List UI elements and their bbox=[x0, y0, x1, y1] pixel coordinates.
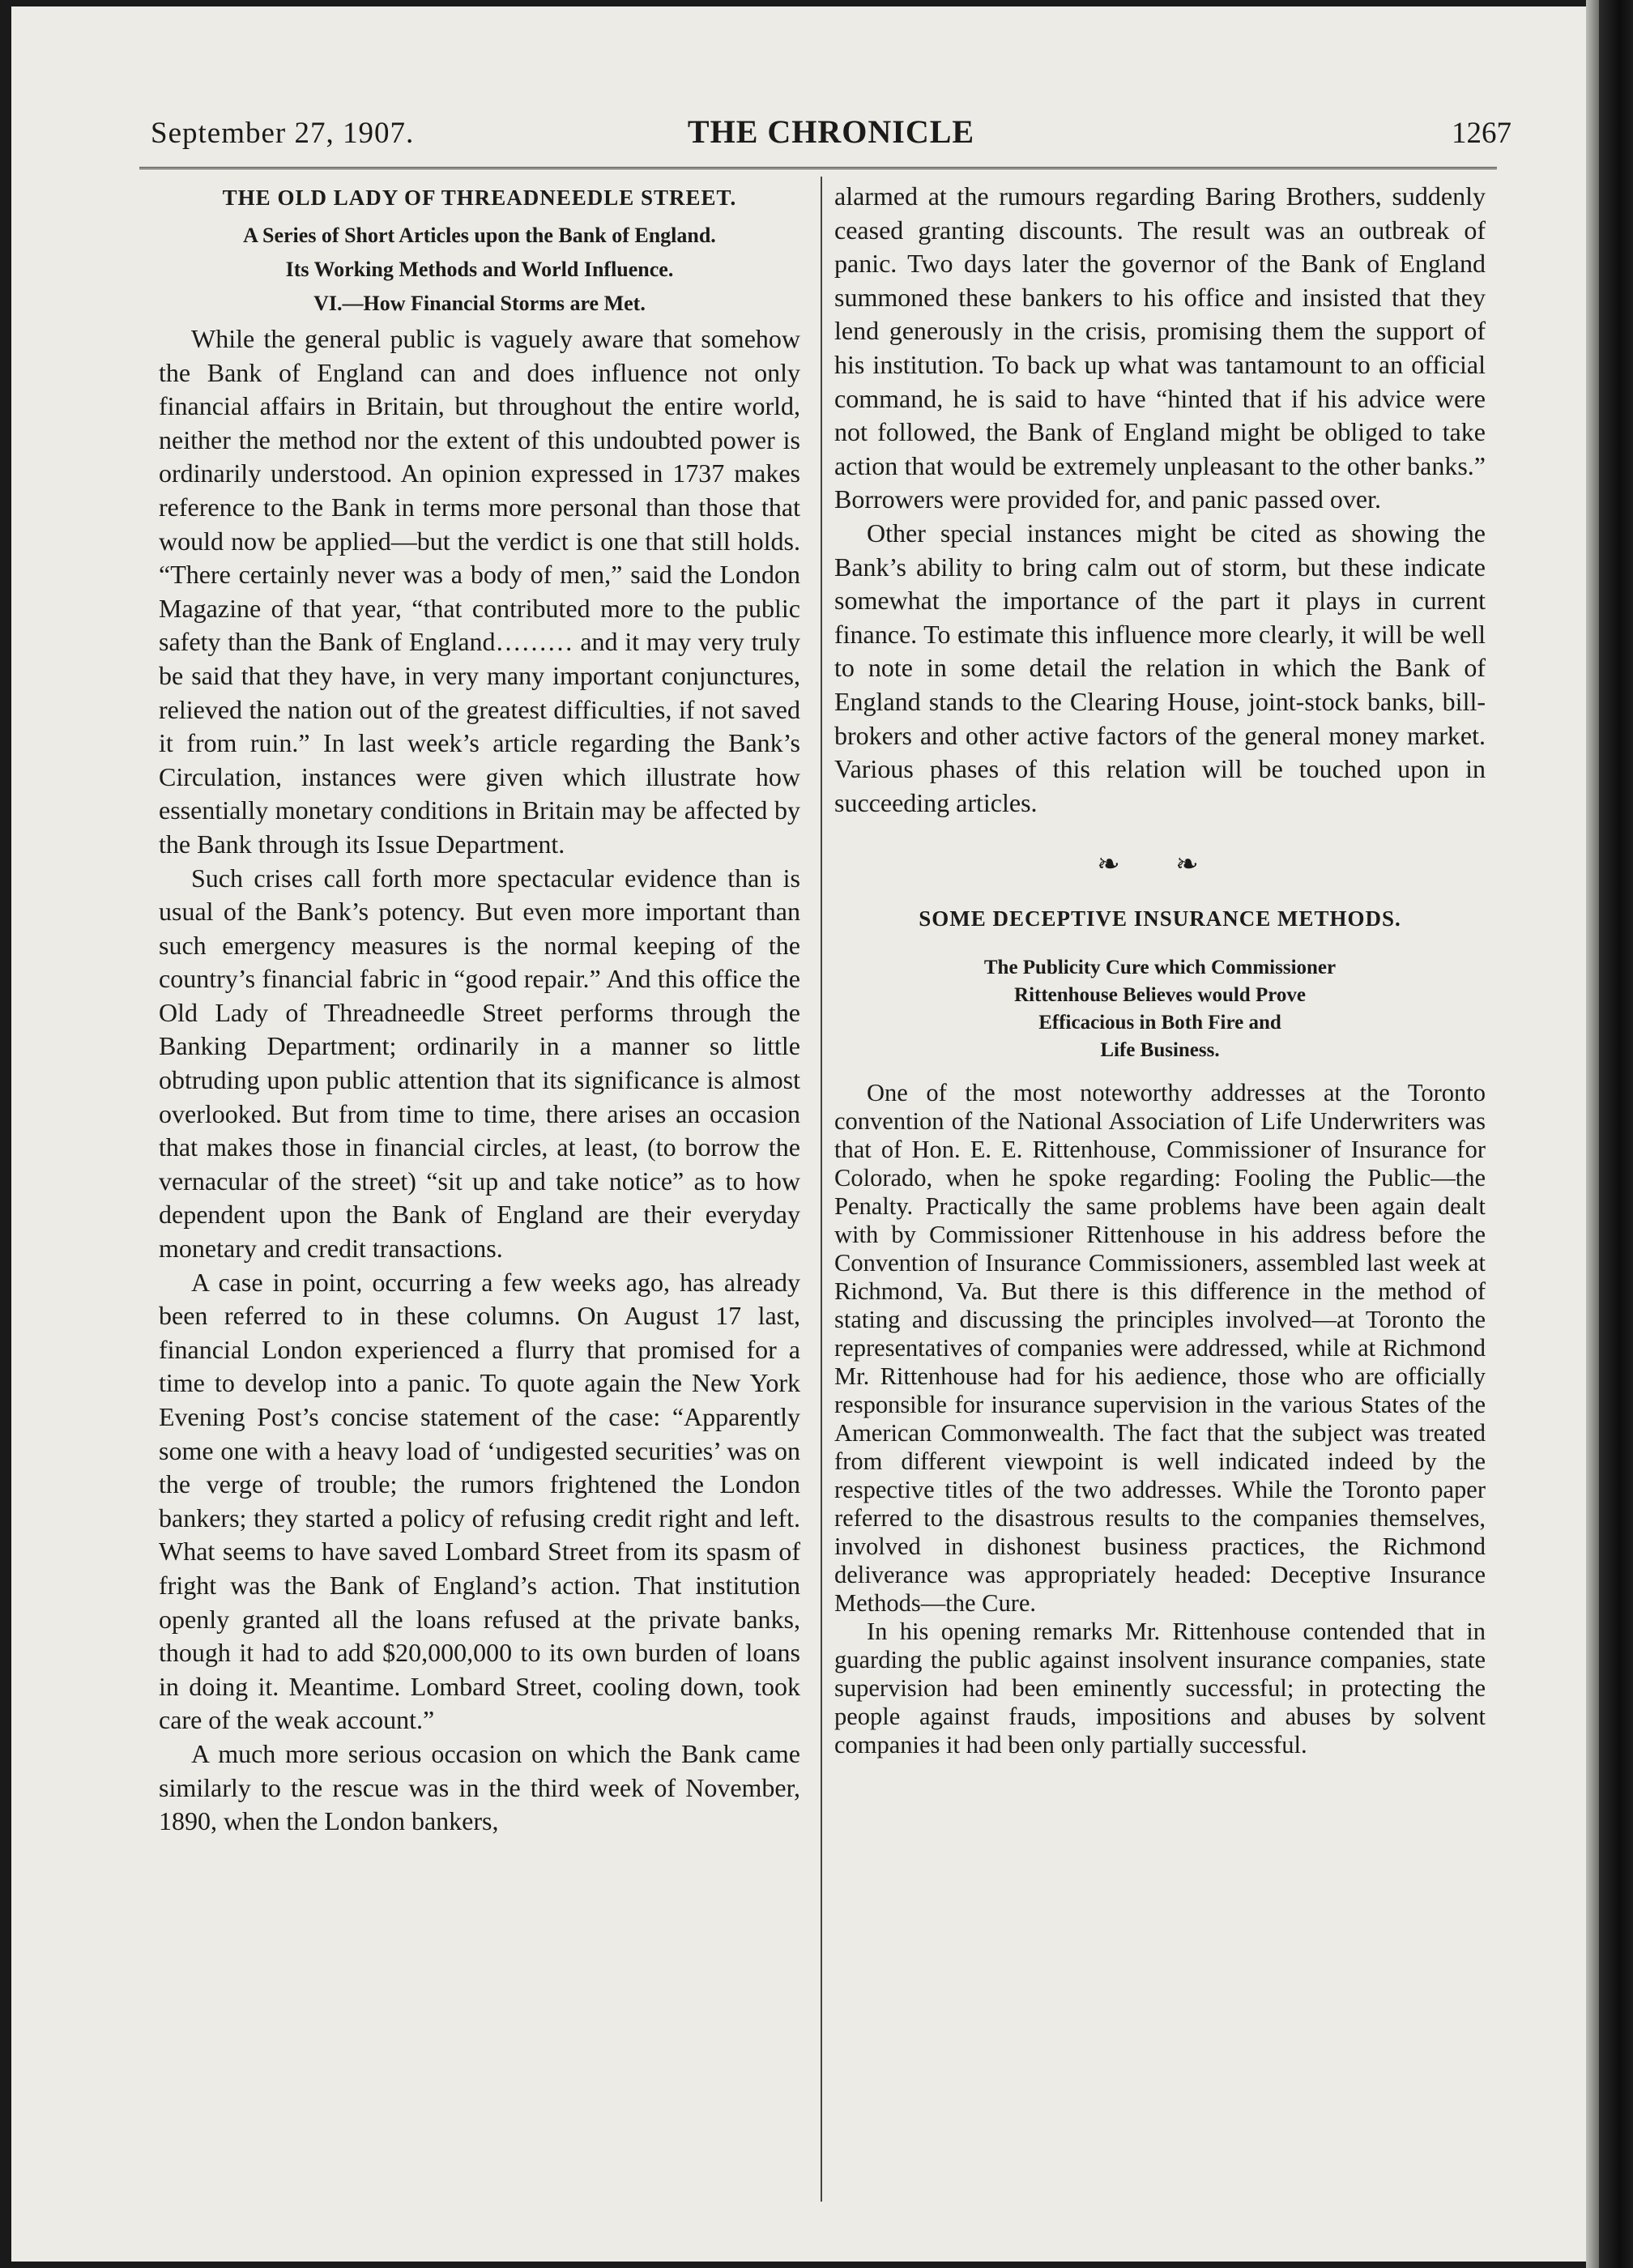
article-paragraph: In his opening remarks Mr. Rittenhouse contended that in guarding the public against insolvent insurance companies, state supervision had been eminently successful; in protecting the people against frauds, impositions and abuses by solvent companies it had been only partially successful. bbox=[834, 1618, 1486, 1759]
page-number: 1267 bbox=[1452, 117, 1511, 150]
publication-title: THE CHRONICLE bbox=[687, 113, 975, 150]
right-column bbox=[834, 180, 1486, 1759]
article-headline: THE OLD LADY OF THREADNEEDLE STREET. bbox=[222, 185, 737, 210]
article-subhead bbox=[909, 954, 1411, 1064]
article-paragraph: While the general public is vaguely aware that somehow the Bank of England can and does influence not only financial affairs in Britain, but throughout the entire world, neither the method nor the extent of this undoubted power is ordinarily understood. An opinion expressed in 1737 makes reference to the Bank in terms more personal than those that would now be applied—but the verdict is one that still holds. “There certainly never was a body of men,” said the London Magazine of that year, “that contributed more to the public safety than the Bank of England……… and it may very truly be said that they have, in very many important conjunctures, relieved the nation out of the greatest difficulties, if not saved it from ruin.” In last week’s article regarding the Bank’s Circulation, instances were given which illustrate how essentially monetary conditions in Britain may be affected by the Bank through its Issue Department. bbox=[159, 324, 800, 859]
subhead-line: The Publicity Cure which Commissioner bbox=[983, 957, 1337, 979]
binding-shadow bbox=[1599, 0, 1633, 2268]
issue-date: September 27, 1907. bbox=[151, 117, 415, 150]
article-section-title: VI.—How Financial Storms are Met. bbox=[313, 292, 646, 315]
article-paragraph: A case in point, occurring a few weeks ago, has already been referred to in these columns. On August 17 last, financial London experienced a flurry that promised for a time to develop into a panic. To quote again the New York Evening Post’s concise statement of the case: “Apparently some one with a heavy load of ‘undigested securities’ was on the verge of trouble; the rumors frightened the London bankers; they started a policy of refusing credit right and left. What seems to have saved Lombard Street from its spasm of fright was the Bank of England’s action. That institution openly granted all the loans refused at the private banks, though it had to add $20,000,000 to its own burden of loans in doing it. Meantime. Lombard Street, cooling down, took care of the weak account.” bbox=[159, 1267, 800, 1735]
article-subhead: A Series of Short Articles upon the Bank of England. bbox=[243, 224, 716, 247]
article-paragraph: One of the most noteworthy addresses at the Toronto convention of the National Association of Life Underwriters was that of Hon. E. E. Rittenhouse, Commissioner of Insurance for Colorado, when he spoke regarding: Fooling the Public—the Penalty. Practically the same problems have been again dealt with by Commissioner Rittenhouse in his address before the Convention of Insurance Commissioners, assembled last week at Richmond, Va. But there is this difference in the method of stating and discussing the principles involved—at Toronto the representatives of companies were addressed, while at Richmond Mr. Rittenhouse had for his aedience, those who are officially responsible for insurance supervision in the various States of the American Commonwealth. The fact that the subject was treated from different viewpoint is well indicated indeed by the respective titles of the two addresses. While the Toronto paper referred to the disastrous results to the companies themselves, involved in dishonest business practices, the Richmond deliverance was appropriately headed: Deceptive Insurance Methods—the Cure. bbox=[834, 1079, 1486, 1618]
page-header bbox=[151, 113, 1511, 164]
subhead-line: Efficacious in Both Fire and bbox=[1038, 1012, 1281, 1034]
left-column bbox=[159, 180, 800, 1839]
article-subhead: Its Working Methods and World Influence. bbox=[285, 258, 674, 281]
article-body bbox=[834, 1079, 1486, 1759]
subhead-line: Rittenhouse Believes would Prove bbox=[1014, 984, 1306, 1007]
column-divider bbox=[821, 177, 822, 2202]
header-rule bbox=[139, 167, 1497, 169]
article-paragraph: Other special instances might be cited as showing the Bank’s ability to bring calm out of storm, but these indicate somewhat the importance of the part it plays in current finance. To estimate this influence more clearly, it will be well to note in some detail the relation in which the Bank of England stands to the Clearing House, joint-stock banks, bill-brokers and other active factors of the general money market. Various phases of this relation will be touched upon in succeeding articles. bbox=[834, 518, 1486, 817]
article-headline: SOME DECEPTIVE INSURANCE METHODS. bbox=[919, 906, 1401, 932]
article-paragraph: Such crises call forth more spectacular evidence than is usual of the Bank’s potency. But even more important than such emergency measures is the normal keeping of the country’s financial fabric in “good repair.” And this office the Old Lady of Threadneedle Street performs through the Banking Department; ordinarily in a manner so little obtruding upon public attention that its significance is almost overlooked. But from time to time, there arises an occasion that makes those in financial circles, at least, (to borrow the vernacular of the street) “sit up and take notice” as to how dependent upon the Bank of England are their everyday monetary and credit transactions. bbox=[159, 863, 800, 1264]
subhead-line: Life Business. bbox=[1100, 1039, 1220, 1062]
article-continuation: alarmed at the rumours regarding Baring Brothers, suddenly ceased granting discounts. The result was an outbreak of panic. Two days later the governor of the Bank of England summoned these bankers to his office and insisted that they lend generously in the crisis, promising them the support of his institution. To back up what was tantamount to an official command, he is said to have “hinted that if his advice were not followed, the Bank of England might be obliged to take action that would be extremely unpleasant to the other banks.” Borrowers were provided for, and panic passed over. bbox=[834, 181, 1486, 514]
page-edge bbox=[1586, 0, 1599, 2268]
section-ornament: ❧ ❧ bbox=[1097, 850, 1223, 880]
article-paragraph: A much more serious occasion on which the Bank came similarly to the rescue was in the third week of November, 1890, when the London bankers, bbox=[159, 1738, 800, 1836]
